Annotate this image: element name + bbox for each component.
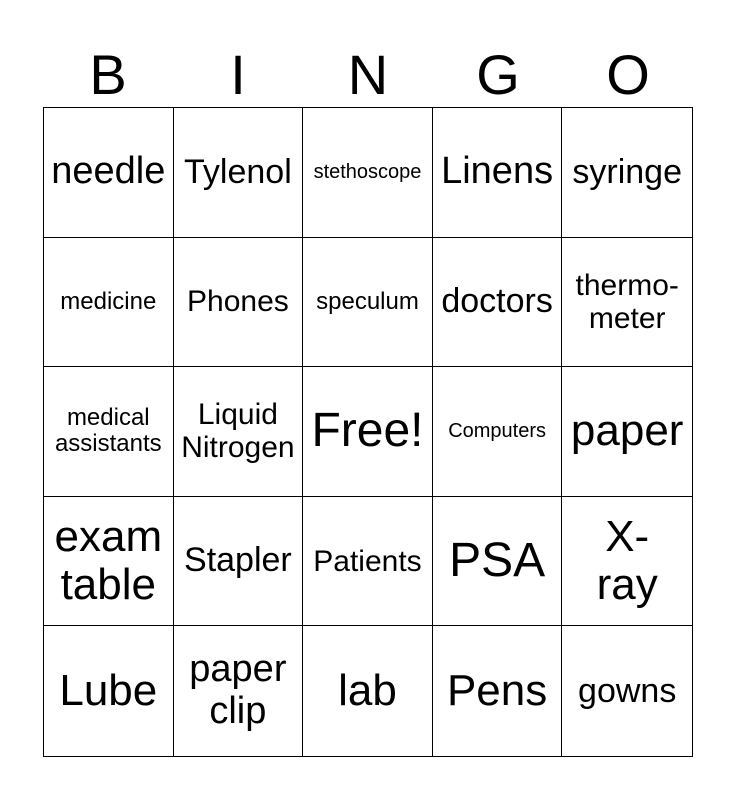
cell-label: speculum xyxy=(316,287,419,315)
bingo-cell[interactable] xyxy=(433,497,563,627)
bingo-cell[interactable] xyxy=(562,626,692,756)
cell-label: Patients xyxy=(313,544,422,578)
bingo-cell[interactable] xyxy=(174,367,304,497)
bingo-cell[interactable] xyxy=(44,367,174,497)
bingo-cell[interactable] xyxy=(303,238,433,368)
cell-label: X- ray xyxy=(596,511,658,610)
bingo-cell[interactable] xyxy=(433,108,563,238)
header-letter-b: B xyxy=(89,43,127,106)
cell-label: paper clip xyxy=(189,648,287,733)
bingo-cell[interactable] xyxy=(174,238,304,368)
cell-label: Stapler xyxy=(184,541,292,580)
cell-label: gowns xyxy=(578,671,677,710)
cell-label: needle xyxy=(51,150,166,193)
bingo-cell[interactable] xyxy=(303,626,433,756)
bingo-cell[interactable] xyxy=(44,108,174,238)
cell-label: Lube xyxy=(59,666,158,715)
bingo-cell[interactable] xyxy=(433,626,563,756)
cell-label: Tylenol xyxy=(184,152,292,191)
cell-label: paper xyxy=(570,406,684,456)
cell-label: stethoscope xyxy=(313,161,422,184)
bingo-header xyxy=(43,42,693,108)
cell-label: syringe xyxy=(572,152,682,191)
bingo-cell[interactable] xyxy=(433,238,563,368)
free-space-label: Free! xyxy=(311,404,424,458)
header-letter-n: N xyxy=(347,43,389,106)
header-letter-o: O xyxy=(606,43,650,106)
bingo-cell[interactable] xyxy=(562,108,692,238)
bingo-cell[interactable] xyxy=(433,367,563,497)
cell-label: doctors xyxy=(441,282,553,321)
header-letter-g: G xyxy=(476,43,520,106)
bingo-cell[interactable] xyxy=(44,626,174,756)
header-letter-i: I xyxy=(230,43,246,106)
bingo-cell[interactable] xyxy=(303,108,433,238)
bingo-cell[interactable] xyxy=(44,497,174,627)
cell-label: Liquid Nitrogen xyxy=(181,398,295,465)
cell-label: lab xyxy=(338,666,397,715)
bingo-cell[interactable] xyxy=(174,626,304,756)
bingo-board xyxy=(43,107,693,757)
cell-label: PSA xyxy=(449,533,546,587)
cell-label: Computers xyxy=(448,420,546,443)
bingo-cell[interactable] xyxy=(562,367,692,497)
cell-label: medical assistants xyxy=(54,404,162,458)
cell-label: Linens xyxy=(441,150,554,193)
cell-label: Phones xyxy=(187,285,289,319)
bingo-cell[interactable] xyxy=(562,497,692,627)
cell-label: thermo- meter xyxy=(575,268,679,335)
bingo-cell[interactable] xyxy=(303,497,433,627)
bingo-cell[interactable] xyxy=(174,497,304,627)
free-space-cell[interactable] xyxy=(303,367,433,497)
bingo-cell[interactable] xyxy=(562,238,692,368)
bingo-cell[interactable] xyxy=(44,238,174,368)
cell-label: medicine xyxy=(60,287,157,315)
cell-label: Pens xyxy=(446,666,548,715)
cell-label: exam table xyxy=(54,511,163,610)
bingo-cell[interactable] xyxy=(174,108,304,238)
